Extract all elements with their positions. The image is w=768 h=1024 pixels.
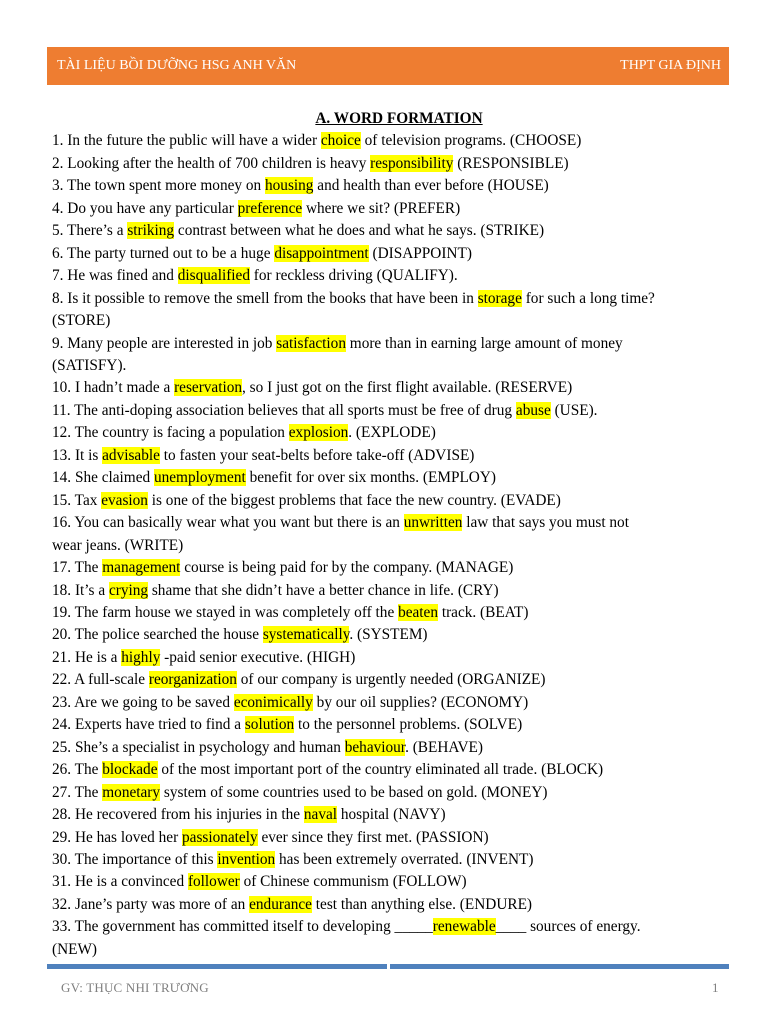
exercise-line (52, 647, 732, 669)
line-text: has been extremely overrated. (INVENT) (275, 850, 534, 868)
line-text: 29. He has loved her (52, 828, 182, 846)
highlighted-answer: satisfaction (276, 334, 346, 352)
exercise-line (52, 400, 732, 422)
highlighted-answer: preference (237, 199, 303, 217)
exercise-line (52, 759, 732, 781)
exercise-line (52, 580, 732, 602)
line-text: to the personnel problems. (SOLVE) (294, 716, 523, 734)
line-text: 14. She claimed (52, 469, 154, 487)
line-text: . (SYSTEM) (349, 626, 428, 644)
exercise-line (52, 198, 732, 220)
line-text: 10. I hadn’t made a (52, 379, 175, 397)
highlighted-answer: advisable (102, 446, 160, 464)
exercise-line (52, 871, 732, 893)
footer-divider (47, 964, 729, 969)
highlighted-answer: explosion (288, 424, 349, 442)
exercise-line (52, 714, 732, 736)
highlighted-answer: unemployment (153, 469, 246, 487)
exercise-line (52, 377, 732, 399)
line-text: 6. The party turned out to be a huge (52, 244, 275, 262)
line-text: law that says you must not (462, 514, 629, 532)
exercise-line (52, 512, 732, 534)
line-text: of Chinese communism (FOLLOW) (239, 873, 467, 891)
line-text: ever since they first met. (PASSION) (257, 828, 489, 846)
exercise-line (52, 243, 732, 265)
footer-author: GV: THỤC NHI TRƯƠNG (61, 980, 209, 995)
section-title: A. WORD FORMATION (315, 110, 483, 127)
line-text: (USE). (550, 401, 598, 419)
line-text: 15. Tax (52, 491, 102, 509)
exercise-line (52, 602, 732, 624)
line-text: 1. In the future the public will have a wider (52, 132, 321, 150)
exercise-line (52, 827, 732, 849)
highlighted-answer: reservation (174, 379, 243, 397)
line-text: (STORE) (52, 312, 111, 330)
highlighted-answer: striking (127, 222, 175, 240)
highlighted-answer: storage (477, 289, 522, 307)
exercise-list (52, 130, 732, 961)
line-text: of the most important port of the country eliminated all trade. (BLOCK) (157, 761, 604, 779)
line-text: 12. The country is facing a population (52, 424, 289, 442)
line-text: to fasten your seat-belts before take-off (ADVISE) (159, 446, 475, 464)
highlighted-answer: solution (244, 716, 295, 734)
line-text: (RESPONSIBLE) (453, 154, 569, 172)
line-text: 22. A full-scale (52, 671, 149, 689)
line-text: (DISAPPOINT) (368, 244, 472, 262)
exercise-line (52, 355, 732, 377)
highlighted-answer: choice (320, 132, 361, 150)
highlighted-answer: endurance (249, 895, 312, 913)
line-text: (NEW) (52, 940, 98, 958)
line-text: more than in earning large amount of money (345, 334, 623, 352)
highlighted-answer: behaviour (344, 738, 406, 756)
highlighted-answer: disqualified (177, 267, 250, 285)
exercise-line (52, 333, 732, 355)
page-number: 1 (712, 980, 719, 995)
highlighted-answer: housing (265, 177, 314, 195)
highlighted-answer: monetary (102, 783, 161, 801)
highlighted-answer: management (102, 559, 181, 577)
header-left-text: TÀI LIỆU BỒI DƯỠNG HSG ANH VĂN (57, 58, 297, 73)
exercise-line (52, 804, 732, 826)
exercise-line (52, 692, 732, 714)
line-text: benefit for over six months. (EMPLOY) (245, 469, 496, 487)
exercise-line (52, 939, 732, 961)
line-text: 21. He is a (52, 648, 122, 666)
line-text: is one of the biggest problems that face the new country. (EVADE) (147, 491, 561, 509)
exercise-line (52, 894, 732, 916)
exercise-line (52, 557, 732, 579)
line-text: course is being paid for by the company. (MANAGE) (180, 559, 514, 577)
highlighted-answer: econimically (233, 693, 313, 711)
document-body (52, 108, 732, 961)
exercise-line (52, 535, 732, 557)
line-text: 9. Many people are interested in job (52, 334, 277, 352)
highlighted-answer: responsibility (370, 154, 454, 172)
line-text: 23. Are we going to be saved (52, 693, 234, 711)
line-text: by our oil supplies? (ECONOMY) (312, 693, 529, 711)
highlighted-answer: highly (121, 648, 161, 666)
line-text: 28. He recovered from his injuries in the (52, 806, 304, 824)
highlighted-answer: beaten (398, 603, 438, 621)
exercise-line (52, 624, 732, 646)
line-text: 19. The farm house we stayed in was completely off the (52, 603, 399, 621)
line-text: 13. It is (52, 446, 103, 464)
line-text: 18. It’s a (52, 581, 109, 599)
line-text: for such a long time? (521, 289, 655, 307)
line-text: ____ sources of energy. (495, 918, 641, 936)
line-text: of our company is urgently needed (ORGANIZE) (236, 671, 546, 689)
exercise-line (52, 916, 732, 938)
line-text: 26. The (52, 761, 103, 779)
line-text: of television programs. (CHOOSE) (360, 132, 582, 150)
line-text: (SATISFY). (52, 356, 127, 374)
highlighted-answer: renewable (432, 918, 496, 936)
line-text: 5. There’s a (52, 222, 128, 240)
exercise-line (52, 467, 732, 489)
line-text: 25. She’s a specialist in psychology and human (52, 738, 345, 756)
highlighted-answer: blockade (102, 761, 158, 779)
line-text: 3. The town spent more money on (52, 177, 265, 195)
exercise-line (52, 175, 732, 197)
exercise-line (52, 153, 732, 175)
line-text: 33. The government has committed itself to developing _____ (52, 918, 433, 936)
line-text: 31. He is a convinced (52, 873, 188, 891)
highlighted-answer: reorganization (148, 671, 237, 689)
line-text: 16. You can basically wear what you want but there is an (52, 514, 404, 532)
highlighted-answer: naval (303, 806, 338, 824)
line-text: -paid senior executive. (HIGH) (160, 648, 356, 666)
line-text: 2. Looking after the health of 700 children is heavy (52, 154, 371, 172)
exercise-line (52, 288, 732, 310)
line-text: test than anything else. (ENDURE) (311, 895, 533, 913)
exercise-line (52, 220, 732, 242)
line-text: contrast between what he does and what he says. (STRIKE) (174, 222, 545, 240)
exercise-line (52, 490, 732, 512)
exercise-line (52, 422, 732, 444)
line-text: 20. The police searched the house (52, 626, 263, 644)
exercise-line (52, 782, 732, 804)
line-text: and health than ever before (HOUSE) (313, 177, 549, 195)
exercise-line (52, 737, 732, 759)
line-text: 30. The importance of this (52, 850, 218, 868)
line-text: for reckless driving (QUALIFY). (249, 267, 458, 285)
highlighted-answer: evasion (101, 491, 148, 509)
highlighted-answer: follower (187, 873, 240, 891)
line-text: wear jeans. (WRITE) (52, 536, 184, 554)
footer-divider-gap (387, 964, 390, 969)
highlighted-answer: passionately (182, 828, 258, 846)
line-text: shame that she didn’t have a better chance in life. (CRY) (148, 581, 499, 599)
page-header (47, 47, 729, 85)
highlighted-answer: abuse (515, 401, 551, 419)
line-text: 17. The (52, 559, 103, 577)
line-text: , so I just got on the first flight available. (RESERVE) (242, 379, 573, 397)
line-text: . (BEHAVE) (405, 738, 483, 756)
exercise-line (52, 265, 732, 287)
exercise-line (52, 849, 732, 871)
line-text: 7. He was fined and (52, 267, 178, 285)
highlighted-answer: systematically (262, 626, 350, 644)
line-text: system of some countries used to be based on gold. (MONEY) (160, 783, 548, 801)
line-text: 24. Experts have tried to find a (52, 716, 245, 734)
exercise-line (52, 310, 732, 332)
line-text: where we sit? (PREFER) (302, 199, 461, 217)
header-right-text: THPT GIA ĐỊNH (620, 58, 721, 73)
exercise-line (52, 130, 732, 152)
highlighted-answer: unwritten (403, 514, 463, 532)
line-text: 4. Do you have any particular (52, 199, 238, 217)
line-text: 32. Jane’s party was more of an (52, 895, 250, 913)
highlighted-answer: disappointment (274, 244, 369, 262)
line-text: hospital (NAVY) (337, 806, 446, 824)
line-text: . (EXPLODE) (348, 424, 436, 442)
exercise-line (52, 669, 732, 691)
exercise-line (52, 445, 732, 467)
line-text: track. (BEAT) (438, 603, 529, 621)
highlighted-answer: invention (217, 850, 276, 868)
line-text: 8. Is it possible to remove the smell from the books that have been in (52, 289, 478, 307)
highlighted-answer: crying (108, 581, 149, 599)
line-text: 27. The (52, 783, 103, 801)
line-text: 11. The anti-doping association believes that all sports must be free of drug (52, 401, 516, 419)
